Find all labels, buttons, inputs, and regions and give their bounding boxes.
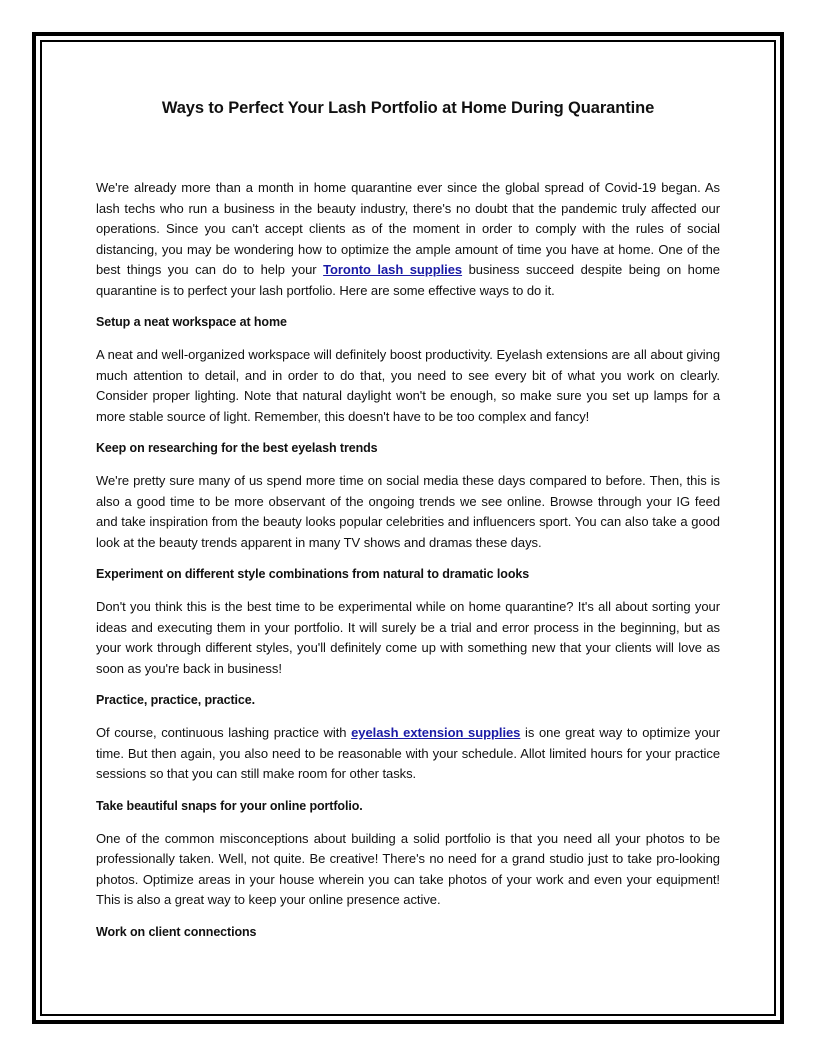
practice-text-before-link: Of course, continuous lashing practice with	[96, 725, 352, 740]
section-body-experiment: Don't you think this is the best time to be experimental while on home quarantine? It's all about sorting your ideas and executing them in your portfolio. It will surely be a trial and error process in the beginning, but as your work through different styles, you'll definitely come up with something new that your clients will love as soon as you're back in business!	[96, 599, 720, 676]
section-heading-client-connections: Work on client connections	[96, 924, 257, 939]
eyelash-extension-supplies-link[interactable]: eyelash extension supplies	[351, 725, 521, 740]
section-heading-practice: Practice, practice, practice.	[96, 693, 255, 707]
intro-paragraph	[96, 178, 720, 301]
intro-text-after-link: business succeed despite being on home quarantine is to perfect your lash portfolio. Here are some effective ways to do it.	[96, 262, 720, 298]
toronto-lash-supplies-link[interactable]: Toronto lash supplies	[323, 262, 463, 277]
document-title: Ways to Perfect Your Lash Portfolio at Home During Quarantine	[161, 99, 655, 117]
practice-text-after-link: is one great way to optimize your time. But then again, you also need to be reasonable with your schedule. Allot limited hours for your practice sessions so that you can still make room for other tasks.	[96, 725, 721, 781]
section-body-workspace: A neat and well-organized workspace will definitely boost productivity. Eyelash extensions are all about giving much attention to detail, and in order to do that, you need to see every bit of what you work on clearly. Consider proper lighting. Note that natural daylight won't be enough, so make sure you set up lamps for a more stable source of light. Remember, this doesn't have to be too complex and fancy!	[96, 347, 720, 424]
section-body-snaps: One of the common misconceptions about building a solid portfolio is that you need all your photos to be professionally taken. Well, not quite. Be creative! There's no need for a grand studio just to take pro-looking photos. Optimize areas in your house wherein you can take photos of your work and even your equipment! This is also a great way to keep your online presence active.	[96, 830, 720, 907]
section-heading-trends: Keep on researching for the best eyelash trends	[96, 441, 378, 455]
section-body-practice	[96, 723, 720, 785]
document-body	[96, 96, 720, 941]
section-heading-workspace: Setup a neat workspace at home	[96, 315, 287, 329]
intro-text-before-link: We're already more than a month in home quarantine ever since the global spread of Covid-19 began. As lash techs who run a business in the beauty industry, there's no doubt that the pandemic truly affected our operations. Since you can't accept clients as of the moment in order to comply with the rules of social distancing, you may be wondering how to optimize the ample amount of time you have at home. One of the best things you can do to help your	[96, 180, 720, 277]
section-body-trends: We're pretty sure many of us spend more time on social media these days compared to before. Then, this is also a good time to be more observant of the ongoing trends we see online. Browse through your IG feed and take inspiration from the beauty looks popular celebrities and influencers sport. You can also take a good look at the beauty trends apparent in many TV shows and dramas these days.	[96, 473, 720, 550]
section-heading-snaps: Take beautiful snaps for your online portfolio.	[96, 798, 363, 813]
section-heading-experiment: Experiment on different style combinations from natural to dramatic looks	[96, 567, 530, 581]
